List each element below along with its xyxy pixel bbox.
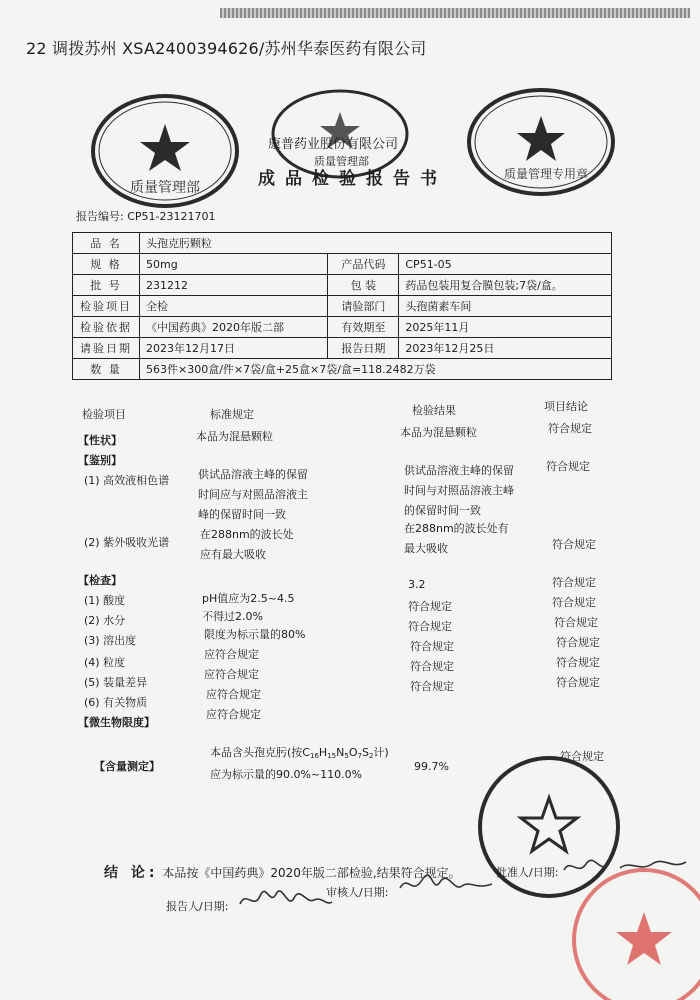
section-identification: 【鉴别】 — [78, 454, 122, 467]
code-label: 产品代码 — [328, 254, 399, 275]
uv-result-2: 最大吸收 — [404, 542, 448, 555]
company-name: 康普药业股份有限公司 — [268, 137, 399, 152]
check-item-particle: (4) 粒度 — [84, 656, 126, 669]
hplc-conclusion: 符合规定 — [546, 460, 590, 473]
section-microbial: 【微生物限度】 — [78, 716, 155, 729]
section-assay: 【含量测定】 — [94, 760, 160, 773]
assay-standard-1: 本品含头孢克肟(按$C_{16}H_{15}N_5O_7S_2$计) — [210, 746, 389, 760]
basis-value: 《中国药典》2020年版二部 — [140, 317, 328, 338]
receiving-company-red-seal — [564, 860, 700, 1000]
batch-value: 231212 — [140, 275, 328, 296]
code-value: CP51-05 — [399, 254, 612, 275]
uv-standard-1: 在288nm的波长处 — [200, 528, 294, 541]
svg-text:质量管理部: 质量管理部 — [130, 180, 200, 196]
hplc-result-2: 时间与对照品溶液主峰 — [404, 484, 514, 497]
quality-department: 质量管理部 — [314, 155, 369, 168]
scan-edge-strip — [220, 8, 690, 18]
handwritten-transfer-note: 22 调拨苏州 XSA2400394626/苏州华泰医药有限公司 — [26, 39, 427, 58]
request-date-label: 请验日期 — [73, 338, 140, 359]
uv-item: (2) 紫外吸收光谱 — [84, 536, 170, 549]
check-item-fill: (5) 装量差异 — [84, 676, 148, 689]
check-std-particle: 应符合规定 — [204, 648, 259, 661]
section-checks: 【检查】 — [78, 574, 122, 587]
section-character: 【性状】 — [78, 434, 122, 447]
check-item-dissolution: (3) 溶出度 — [84, 634, 137, 647]
col-header-result: 检验结果 — [412, 404, 456, 417]
expiry-value: 2025年11月 — [399, 317, 612, 338]
product-info-table — [72, 232, 612, 380]
uv-result-1: 在288nm的波长处有 — [404, 522, 509, 535]
document-title: 成品检验报告书 — [258, 169, 447, 189]
item-label: 检验项目 — [73, 296, 140, 317]
check-std-impurities: 应符合规定 — [206, 688, 261, 701]
microbial-standard: 应符合规定 — [206, 708, 261, 721]
check-res-fill: 符合规定 — [410, 660, 454, 673]
dept-value: 头孢菌素车间 — [399, 296, 612, 317]
svg-text:质量管理专用章: 质量管理专用章 — [503, 167, 589, 181]
check-std-acidity: pH值应为2.5~4.5 — [202, 592, 295, 605]
name-value: 头孢克肟颗粒 — [140, 233, 612, 254]
check-res-dissolution: 符合规定 — [408, 620, 452, 633]
check-con-dissolution: 符合规定 — [554, 616, 598, 629]
character-result: 本品为混悬颗粒 — [400, 426, 477, 439]
item-value: 全检 — [140, 296, 328, 317]
check-std-dissolution: 限度为标示量的80% — [204, 628, 306, 641]
check-con-fill: 符合规定 — [556, 656, 600, 669]
approver-label: 批准人/日期: — [496, 866, 559, 879]
check-item-acidity: (1) 酸度 — [84, 594, 126, 607]
hplc-item: (1) 高效液相色谱 — [84, 474, 170, 487]
col-header-conclusion: 项目结论 — [544, 400, 588, 413]
assay-result: 99.7% — [414, 760, 449, 773]
check-item-water: (2) 水分 — [84, 614, 126, 627]
check-con-particle: 符合规定 — [556, 636, 600, 649]
hplc-result-3: 的保留时间一致 — [404, 504, 481, 517]
spec-label: 规 格 — [73, 254, 140, 275]
uv-standard-2: 应有最大吸收 — [200, 548, 266, 561]
check-item-impurities: (6) 有关物质 — [84, 696, 148, 709]
assay-standard-2: 应为标示量的90.0%~110.0% — [210, 768, 363, 781]
assay-conclusion: 符合规定 — [560, 750, 604, 763]
character-conclusion: 符合规定 — [548, 422, 592, 435]
reviewer-label: 审核人/日期: — [326, 886, 389, 899]
col-header-item: 检验项目 — [82, 408, 126, 421]
check-res-particle: 符合规定 — [410, 640, 454, 653]
uv-conclusion: 符合规定 — [552, 538, 596, 551]
check-con-impurities: 符合规定 — [556, 676, 600, 689]
check-res-impurities: 符合规定 — [410, 680, 454, 693]
check-res-acidity: 3.2 — [408, 578, 426, 591]
character-standard: 本品为混悬颗粒 — [196, 430, 273, 443]
col-header-standard: 标准规定 — [210, 408, 254, 421]
check-con-water: 符合规定 — [552, 596, 596, 609]
hplc-result-1: 供试品溶液主峰的保留 — [404, 464, 514, 477]
basis-label: 检验依据 — [73, 317, 140, 338]
hplc-standard-1: 供试品溶液主峰的保留 — [198, 468, 308, 481]
spec-value: 50mg — [140, 254, 328, 275]
check-std-fill: 应符合规定 — [204, 668, 259, 681]
quality-dept-seal-left — [90, 92, 240, 210]
check-res-water: 符合规定 — [408, 600, 452, 613]
batch-label: 批 号 — [73, 275, 140, 296]
pack-label: 包 装 — [328, 275, 399, 296]
quantity-value: 563件×300盒/件×7袋/盒+25盒×7袋/盒=118.2482万袋 — [140, 359, 612, 380]
hplc-standard-2: 时间应与对照品溶液主 — [198, 488, 308, 501]
report-date-value: 2023年12月25日 — [399, 338, 612, 359]
reporter-signature — [236, 884, 336, 914]
expiry-label: 有效期至 — [328, 317, 399, 338]
hplc-standard-3: 峰的保留时间一致 — [198, 508, 286, 521]
name-label: 品 名 — [73, 233, 140, 254]
conclusion-text: 本品按《中国药典》2020年版二部检验,结果符合规定。 — [162, 866, 461, 880]
dept-label: 请验部门 — [328, 296, 399, 317]
check-con-acidity: 符合规定 — [552, 576, 596, 589]
quantity-label: 数 量 — [73, 359, 140, 380]
quality-seal-right — [466, 86, 616, 198]
conclusion-label: 结 论: — [104, 865, 159, 881]
reporter-label: 报告人/日期: — [166, 900, 229, 913]
report-date-label: 报告日期 — [328, 338, 399, 359]
request-date-value: 2023年12月17日 — [140, 338, 328, 359]
pack-value: 药品包装用复合膜包装;7袋/盒。 — [399, 275, 612, 296]
report-number: 报告编号: CP51-23121701 — [76, 210, 216, 223]
check-std-water: 不得过2.0% — [202, 610, 263, 623]
reviewer-signature — [396, 870, 496, 900]
